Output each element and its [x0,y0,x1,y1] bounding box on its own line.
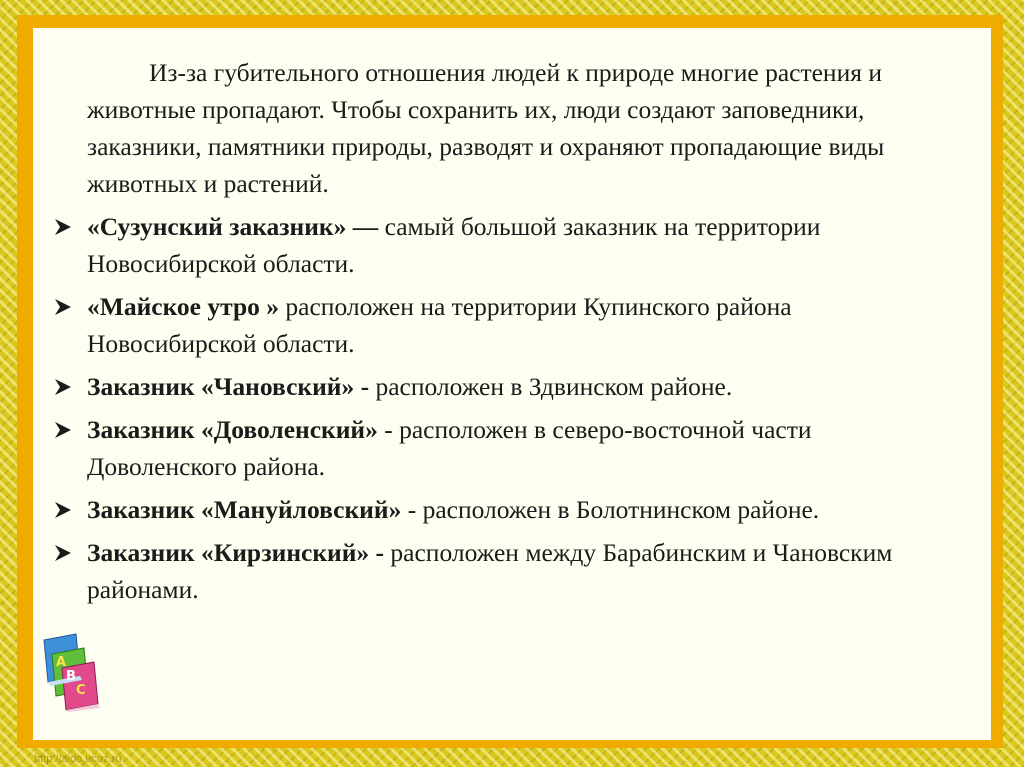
arrowhead-bullet-icon [54,218,72,236]
reserve-description: - расположен в Болотнинском районе. [401,495,820,524]
list-item [50,368,967,405]
reserve-description: расположен в Здвинском районе. [369,372,733,401]
reserve-description: - расположен в северо-восточной части Доволенского района. [87,415,812,481]
svg-text:A: A [56,655,67,670]
reserve-description: расположен между Барабинским и Чановским районами. [87,538,893,604]
intro-paragraph: Из-за губительного отношения людей к природе многие растения и животные пропадают. Чтобы сохранить их, люди создают заповедники, заказники, памятники природы, разводят и охраняют пропадающие виды животных и растений. [87,58,885,198]
arrowhead-bullet-icon [54,298,72,316]
reserve-description: самый большой заказник на территории Новосибирской области. [87,212,821,278]
watermark: http://aida.ucoz.ru [34,753,122,765]
list-item [50,491,967,528]
reserve-name: «Сузунский заказник» — [87,212,379,241]
reserve-name: Заказник «Чановский» - [87,372,370,401]
reserves-list [50,208,960,608]
arrowhead-bullet-icon [54,421,72,439]
list-item [50,208,967,282]
svg-text:C: C [76,683,86,698]
arrowhead-bullet-icon [54,544,72,562]
list-item [50,411,967,485]
list-item [50,288,967,362]
slide-content [50,54,960,614]
reserve-name: Заказник «Кирзинский» - [87,538,385,567]
abc-books-icon [36,632,106,712]
arrowhead-bullet-icon [54,378,72,396]
list-item [50,534,967,608]
svg-text:B: B [66,669,76,684]
reserve-name: «Майское утро » [87,292,280,321]
reserve-description: расположен на территории Купинского района Новосибирской области. [87,292,792,358]
reserve-name: Заказник «Мануйловский» [87,495,402,524]
reserve-name: Заказник «Доволенский» [87,415,378,444]
arrowhead-bullet-icon [54,501,72,519]
